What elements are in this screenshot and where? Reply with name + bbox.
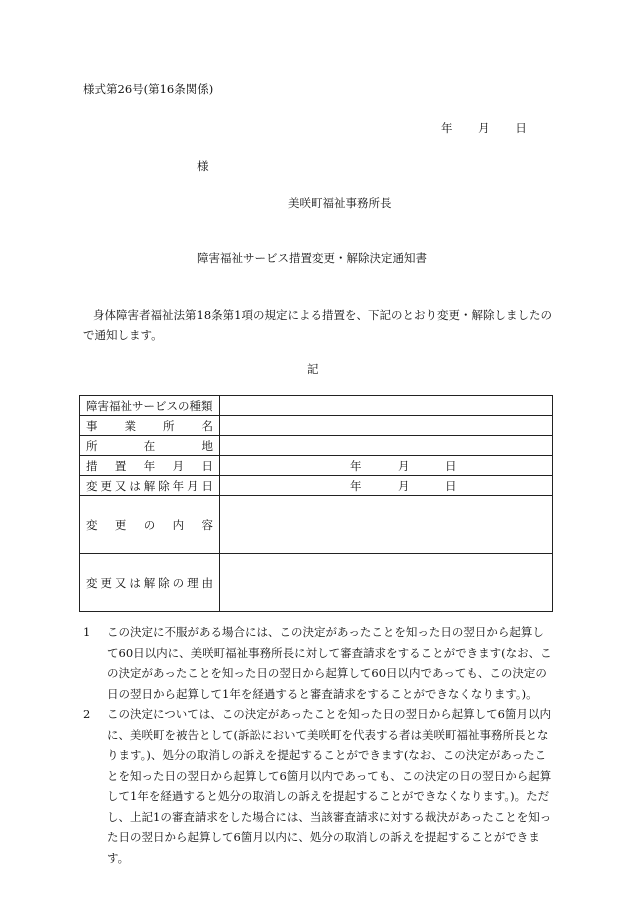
issuer-name: 美咲町福祉事務所長 [288,196,392,210]
label-char: 容 [201,517,213,532]
note-text: この決定に不服がある場合には、この決定があったことを知った日の翌日から起算して60日以内に、美咲町福祉事務所長に対して審査請求をすることができます(なお、この決定があったことを知った日の翌日から起算して60日以内であっても、この決定の日の翌日から起算して1年を経過すると審査請求をすることができなくなります。)。 [107,625,552,701]
change-month: 月 [398,478,410,493]
note-number: 2 [83,707,91,721]
label-char: 月 [187,478,199,493]
change-date-chars [86,478,213,494]
label-char: の [143,517,156,532]
office-name-label [80,416,220,436]
location-value [220,436,553,456]
label-char: 除 [158,478,170,493]
label-char: は [129,575,141,590]
label-char: 解 [143,575,156,590]
note-number: 1 [83,625,91,639]
change-day: 日 [445,478,457,493]
label-char: 除 [158,575,170,590]
note-item [79,704,553,868]
date-day: 日 [515,121,527,135]
change-content-label [80,496,220,554]
label-char: 理 [187,575,199,590]
change-year: 年 [350,478,362,493]
measure-month: 月 [398,458,410,473]
change-content-chars [86,517,213,533]
measure-date-label [80,456,220,476]
note-text: この決定については、この決定があったことを知った日の翌日から起算して6箇月以内に、美咲町を被告として(訴訟において美咲町を代表する者は美咲町福祉事務所長となります。)、処分の取消しの訴えを提起することができます(なお、この決定があったことを知った日の翌日から起算して6箇月以内であっても、この決定の日の翌日から起算して1年を経過すると処分の取消しの訴えを提起することができなくなります。)。ただし、上記1の審査請求をした場合には、当該審査請求に対する裁決があったことを知った日の翌日から起算して6箇月以内に、処分の取消しの訴えを提起することができます。 [107,707,552,865]
label-char: は [129,478,141,493]
measure-year: 年 [350,458,362,473]
table-row [80,436,553,456]
measure-date-value [220,456,553,476]
label-char: 所 [163,418,175,433]
label-char: 名 [201,418,213,433]
table-row [80,396,553,416]
label-char: 変 [86,478,98,493]
issue-date [441,120,527,136]
label-char: 解 [143,478,156,493]
label-char: 年 [172,478,185,493]
body-text: 身体障害者福祉法第18条第1項の規定による措置を、下記のとおり変更・解除しましたので通知します。 [83,308,552,342]
notes-section [79,622,553,868]
measure-day: 日 [445,458,457,473]
label-char: 所 [86,438,98,453]
document-title: 障害福祉サービス措置変更・解除決定通知書 [197,251,427,265]
office-name-value [220,416,553,436]
label-char: 置 [114,458,127,473]
change-date-value [220,476,553,496]
measure-date-chars [86,458,213,474]
label-char: 在 [143,438,156,453]
reason-label [80,554,220,612]
office-name-chars [86,418,213,434]
label-char: 又 [114,478,127,493]
form-number: 様式第26号(第16条関係) [83,82,214,96]
ki-heading: 記 [307,362,319,376]
label-char: 措 [86,458,98,473]
label-char: 内 [172,517,185,532]
label-char: 年 [143,458,156,473]
note-item [79,622,553,704]
label-char: 更 [100,575,112,590]
change-content-value [220,496,553,554]
location-label [80,436,220,456]
location-chars [86,438,213,454]
label-char: 変 [86,575,98,590]
table-row [80,416,553,436]
reason-value [220,554,553,612]
service-type-value [220,396,553,416]
date-month: 月 [478,121,490,135]
details-table [79,395,553,612]
label-char: 業 [124,418,136,433]
table-row [80,496,553,554]
label-char: 月 [172,458,185,473]
addressee-suffix: 様 [197,159,209,173]
label-char: 変 [86,517,98,532]
label-char: 事 [86,418,98,433]
label-char: 又 [114,575,127,590]
label-char: 地 [201,438,213,453]
label-char: 日 [201,458,213,473]
service-type-label: 障害福祉サービスの種類 [80,396,220,416]
label-char: 日 [201,478,213,493]
reason-chars [86,575,213,591]
date-year: 年 [441,121,453,135]
table-row [80,456,553,476]
label-char: の [172,575,185,590]
table-row [80,476,553,496]
table-row [80,554,553,612]
change-date-label [80,476,220,496]
label-char: 更 [114,517,127,532]
label-char: 更 [100,478,112,493]
label-char: 由 [201,575,213,590]
